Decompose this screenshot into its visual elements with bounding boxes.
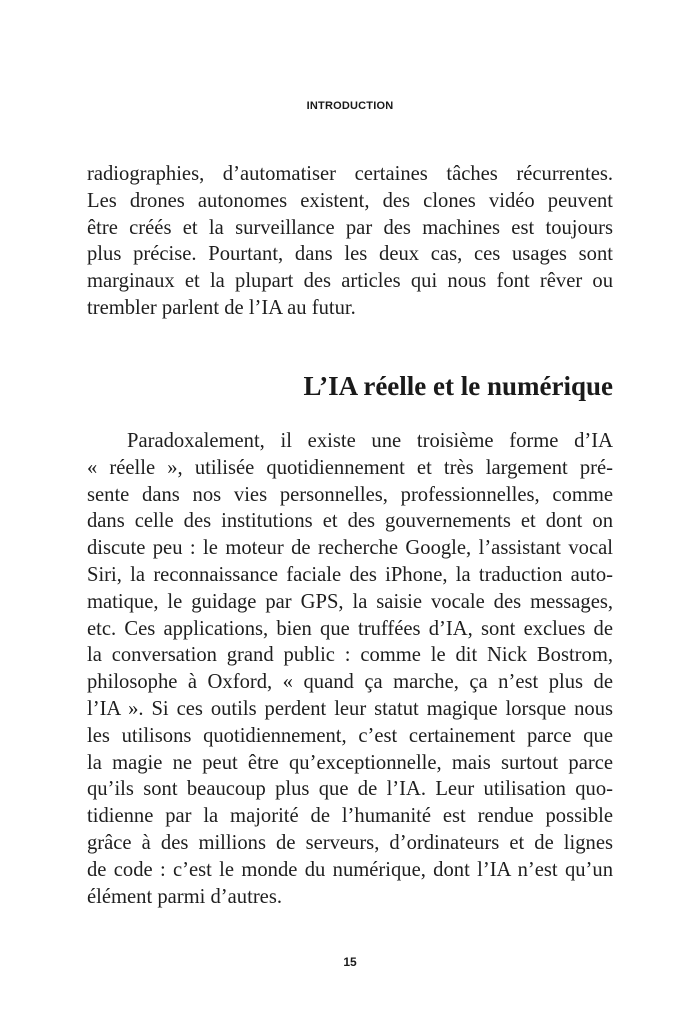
text-line: grâce à des millions de serveurs, d’ordinateurs et de lignes [87,831,613,854]
text-line: plus précise. Pourtant, dans les deux cas, ces usages sont [87,243,613,266]
text-line: la magie ne peut être qu’exceptionnelle, mais surtout parce [87,751,613,774]
paragraph-1 [87,161,613,322]
text-line: marginaux et la plupart des articles qui nous font rêver ou [87,270,613,293]
text-line: qu’ils sont beaucoup plus que de l’IA. Leur utilisation quo- [87,778,613,801]
page-number: 15 [343,955,357,969]
text-line: philosophe à Oxford, « quand ça marche, ça n’est plus de [87,671,613,694]
text-line: radiographies, d’automatiser certaines tâches récurrentes. [87,163,613,185]
text-line: élément parmi d’autres. [87,885,282,908]
text-line: être créés et la surveillance par des machines est toujours [87,216,613,239]
text-line: « réelle », utilisée quotidiennement et très largement pré- [87,456,613,479]
paragraph-2 [87,428,613,910]
text-line: etc. Ces applications, bien que truffées d’IA, sont exclues de [87,617,613,640]
text-line: tidienne par la majorité de l’humanité est rendue possible [87,805,613,828]
text-line: trembler parlent de l’IA au futur. [87,296,356,319]
text-line: l’IA ». Si ces outils perdent leur statut magique lorsque nous [87,697,613,720]
text-line: les utilisons quotidiennement, c’est certainement parce que [87,724,613,747]
text-line: Paradoxalement, il existe une troisième forme d’IA [127,430,613,452]
text-line: dans celle des institutions et des gouvernements et dont on [87,510,613,533]
text-line: discute peu : le moteur de recherche Google, l’assistant vocal [87,537,613,560]
text-line: la conversation grand public : comme le dit Nick Bostrom, [87,644,613,667]
section-heading: L’IA réelle et le numérique [303,371,613,401]
text-line: sente dans nos vies personnelles, professionnelles, comme [87,483,613,506]
text-line: matique, le guidage par GPS, la saisie vocale des messages, [87,590,613,613]
text-line: de code : c’est le monde du numérique, dont l’IA n’est qu’un [87,858,613,881]
text-line: Les drones autonomes existent, des clones vidéo peuvent [87,189,613,212]
text-line: Siri, la reconnaissance faciale des iPhone, la traduction auto- [87,563,613,586]
running-head: INTRODUCTION [306,100,394,112]
